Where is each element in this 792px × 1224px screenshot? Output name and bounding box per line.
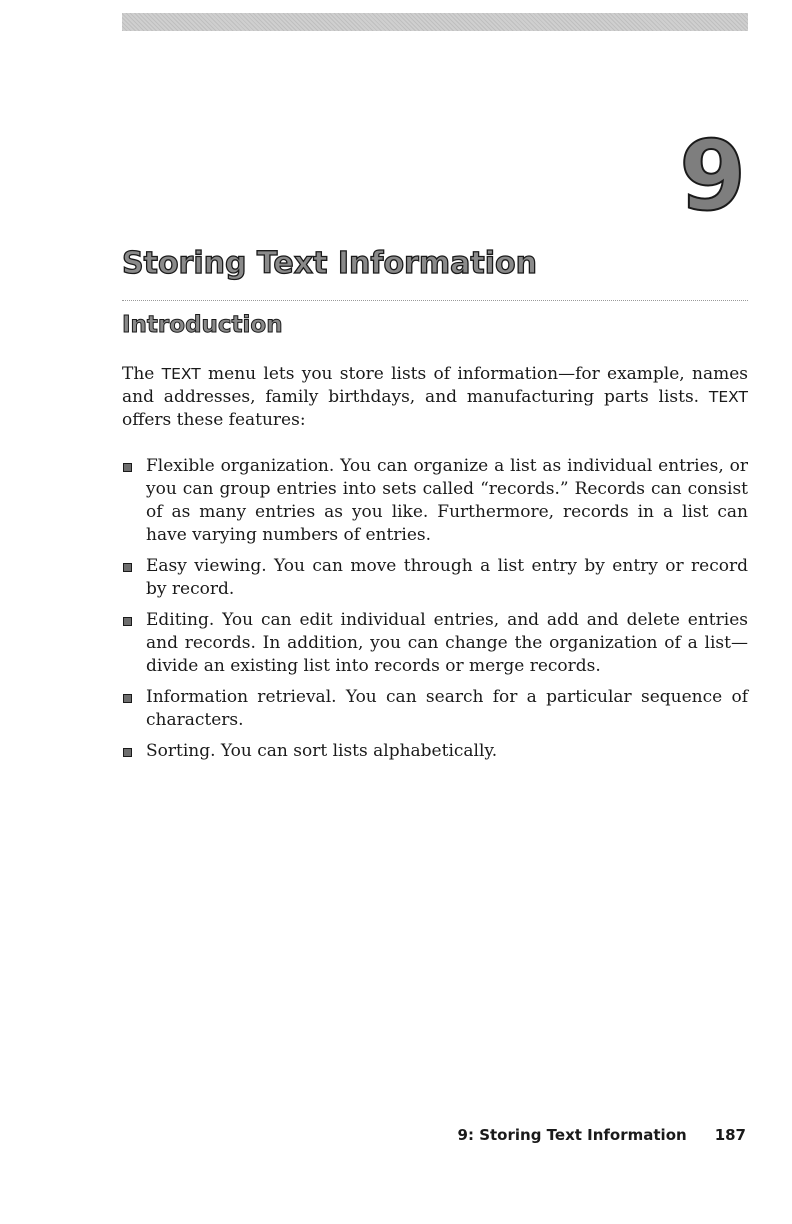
- feature-list: [122, 455, 748, 771]
- intro-text-1: The: [122, 364, 162, 384]
- feature-item-retrieval: [122, 686, 748, 732]
- feature-text: Editing. You can edit individual entries, and add and delete entries and records. In addition, you can change the organization of a list—divide an existing list into records or merge records.: [146, 610, 748, 676]
- intro-paragraph: [122, 363, 748, 432]
- page-number: 187: [714, 1126, 746, 1144]
- feature-text: Flexible organization. You can organize a list as individual entries, or you can group entries into sets called “records.” Records can consist of as many entries as you like. Furthermore, records in a list can have varying numbers of entries.: [146, 456, 748, 545]
- square-bullet-icon: [123, 748, 132, 757]
- intro-text-2: menu lets you store lists of information—for example, names and addresses, family birthdays, and manufacturing parts lists.: [122, 364, 748, 407]
- feature-item-organization: [122, 455, 748, 547]
- feature-item-sorting: [122, 740, 748, 763]
- feature-text: Information retrieval. You can search for a particular sequence of characters.: [146, 687, 748, 730]
- page-footer: [458, 1128, 746, 1143]
- chapter-title: Storing Text Information: [122, 246, 537, 281]
- section-heading: Introduction: [122, 312, 283, 338]
- title-divider: [122, 300, 748, 301]
- intro-text-3: offers these features:: [122, 410, 306, 430]
- feature-item-viewing: [122, 555, 748, 601]
- running-title: 9: Storing Text Information: [457, 1126, 687, 1144]
- text-menu-name: TEXT: [161, 365, 201, 383]
- square-bullet-icon: [123, 617, 132, 626]
- chapter-number: 9: [679, 120, 746, 232]
- feature-text: Sorting. You can sort lists alphabetically.: [146, 741, 498, 761]
- feature-item-editing: [122, 609, 748, 678]
- text-menu-name-2: TEXT: [708, 388, 748, 406]
- feature-text: Easy viewing. You can move through a list entry by entry or record by record.: [146, 556, 748, 599]
- header-tone-bar: [122, 13, 748, 31]
- square-bullet-icon: [123, 563, 132, 572]
- square-bullet-icon: [123, 463, 132, 472]
- square-bullet-icon: [123, 694, 132, 703]
